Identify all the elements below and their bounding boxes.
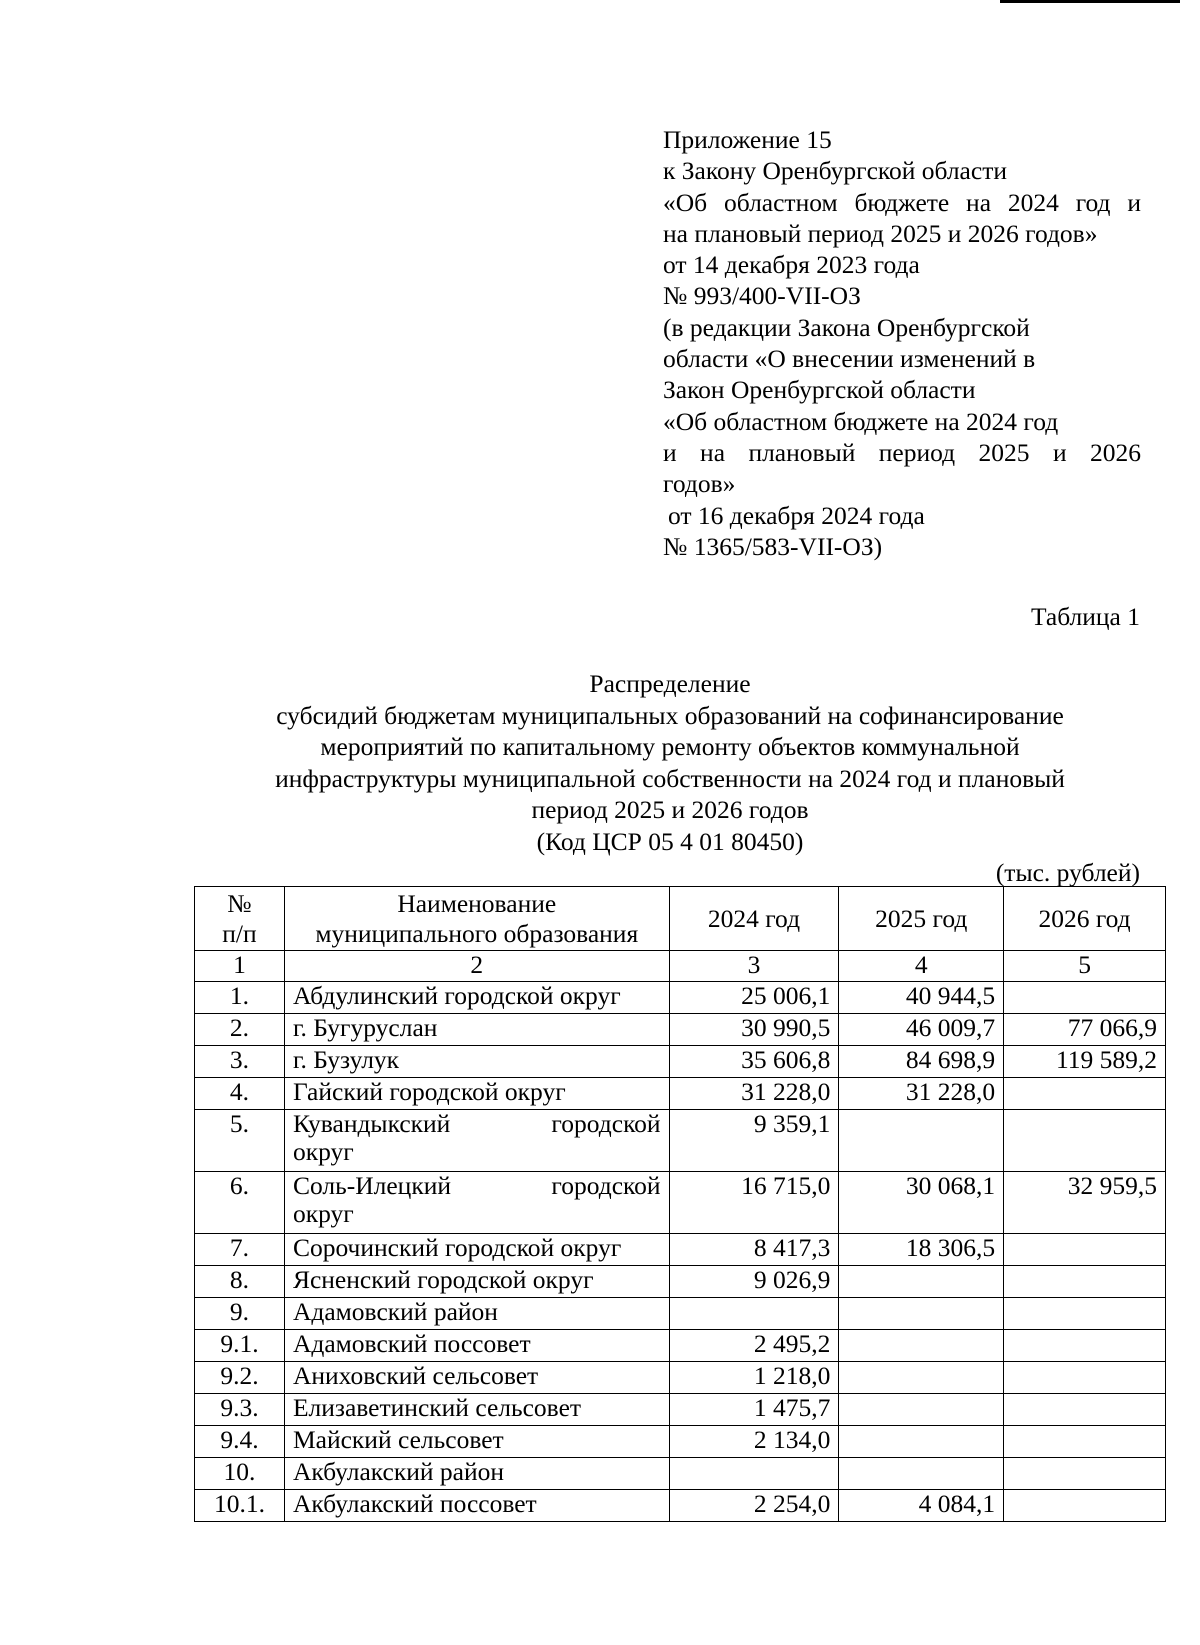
row-2024: 1 218,0 (669, 1362, 839, 1394)
table-row (195, 1458, 1166, 1490)
header-name-line1: Наименование (397, 888, 557, 918)
row-num: 9.2. (195, 1362, 285, 1394)
row-2024: 8 417,3 (669, 1234, 839, 1266)
appendix-line: «Об областном бюджете на 2024 год и (663, 187, 1141, 217)
row-2026 (1004, 1330, 1166, 1362)
appendix-line: (в редакции Закона Оренбургской (663, 312, 1030, 342)
header-2025: 2025 год (839, 887, 1004, 951)
row-2024: 30 990,5 (669, 1014, 839, 1046)
row-2025 (839, 1330, 1004, 1362)
header-num-line1: № (227, 888, 252, 918)
row-num: 4. (195, 1078, 285, 1110)
row-name-line2: округ (292, 1137, 354, 1166)
appendix-line: от 16 декабря 2024 года (668, 500, 925, 530)
appendix-line: области «О внесении изменений в (663, 344, 1036, 374)
appendix-line: годов» (663, 469, 736, 499)
row-2024: 9 026,9 (669, 1266, 839, 1298)
row-2026 (1004, 1298, 1166, 1330)
row-2026: 119 589,2 (1004, 1046, 1166, 1078)
table-row (195, 1362, 1166, 1394)
table-row (195, 1234, 1166, 1266)
row-2026 (1004, 1110, 1166, 1172)
row-2025 (839, 1298, 1004, 1330)
header-name-line2: муниципального образования (315, 918, 639, 948)
row-2026 (1004, 1362, 1166, 1394)
row-2024: 31 228,0 (669, 1078, 839, 1110)
row-num: 1. (195, 982, 285, 1014)
row-name: Аниховский сельсовет (284, 1362, 669, 1394)
row-2024: 9 359,1 (669, 1110, 839, 1172)
subsidy-table (194, 886, 1166, 1522)
row-name: Сорочинский городской округ (284, 1234, 669, 1266)
row-num: 9.3. (195, 1394, 285, 1426)
row-name-line1: Кувандыкский городской (292, 1109, 661, 1138)
row-name: Абдулинский городской округ (284, 982, 669, 1014)
title-line: инфраструктуры муниципальной собственности на 2024 год и плановый (275, 763, 1065, 793)
row-name (284, 1110, 669, 1172)
row-2024 (669, 1458, 839, 1490)
title-line: мероприятий по капитальному ремонту объектов коммунальной (320, 732, 1020, 761)
row-name: г. Бугуруслан (284, 1014, 669, 1046)
row-name: Акбулакский район (284, 1458, 669, 1490)
row-2026 (1004, 1078, 1166, 1110)
appendix-line: и на плановый период 2025 и 2026 (663, 437, 1141, 467)
table-row (195, 1298, 1166, 1330)
appendix-line: № 993/400-VII-ОЗ (663, 281, 861, 311)
row-2024: 16 715,0 (669, 1172, 839, 1234)
title-line: (Код ЦСР 05 4 01 80450) (536, 826, 804, 856)
title-line: период 2025 и 2026 годов (531, 795, 809, 824)
row-2026 (1004, 1458, 1166, 1490)
row-num: 8. (195, 1266, 285, 1298)
appendix-line: № 1365/583-VII-ОЗ) (663, 531, 883, 561)
row-2026 (1004, 1490, 1166, 1522)
row-name: Адамовский поссовет (284, 1330, 669, 1362)
row-name: Елизаветинский сельсовет (284, 1394, 669, 1426)
table-row (195, 982, 1166, 1014)
row-2026 (1004, 1266, 1166, 1298)
row-num: 2. (195, 1014, 285, 1046)
units-label: (тыс. рублей) (995, 858, 1140, 887)
appendix-line: Приложение 15 (663, 125, 832, 154)
table-row (195, 1014, 1166, 1046)
row-2025 (839, 1110, 1004, 1172)
row-2026: 77 066,9 (1004, 1014, 1166, 1046)
row-2025 (839, 1266, 1004, 1298)
table-header-row (195, 887, 1166, 951)
table-row (195, 1172, 1166, 1234)
table-row (195, 1078, 1166, 1110)
table-label: Таблица 1 (1030, 602, 1140, 631)
title-line: субсидий бюджетам муниципальных образований на софинансирование (276, 700, 1064, 730)
row-2024: 35 606,8 (669, 1046, 839, 1078)
row-2025 (839, 1426, 1004, 1458)
row-num: 5. (195, 1110, 285, 1172)
row-num: 10.1. (195, 1490, 285, 1522)
row-name-line1: Соль-Илецкий городской (292, 1171, 661, 1200)
appendix-line: от 14 декабря 2023 года (663, 250, 920, 280)
row-2024: 2 134,0 (669, 1426, 839, 1458)
row-2025: 18 306,5 (839, 1234, 1004, 1266)
row-name-line2: округ (292, 1199, 354, 1228)
row-2025: 4 084,1 (839, 1490, 1004, 1522)
appendix-header (663, 124, 1141, 562)
appendix-line: к Закону Оренбургской области (663, 156, 1007, 186)
table-row (195, 1394, 1166, 1426)
column-number: 2 (284, 951, 669, 982)
column-number: 1 (195, 951, 285, 982)
table-row (195, 1490, 1166, 1522)
row-num: 3. (195, 1046, 285, 1078)
column-number: 4 (839, 951, 1004, 982)
row-2025 (839, 1362, 1004, 1394)
row-2025: 46 009,7 (839, 1014, 1004, 1046)
row-2026 (1004, 1426, 1166, 1458)
row-2025: 31 228,0 (839, 1078, 1004, 1110)
row-num: 7. (195, 1234, 285, 1266)
row-name: Адамовский район (284, 1298, 669, 1330)
header-2026: 2026 год (1004, 887, 1166, 951)
row-2025 (839, 1394, 1004, 1426)
column-number: 5 (1004, 951, 1166, 982)
row-name: Майский сельсовет (284, 1426, 669, 1458)
header-num-line2: п/п (222, 918, 257, 948)
table-row (195, 1110, 1166, 1172)
row-num: 9. (195, 1298, 285, 1330)
document-title (210, 668, 1130, 857)
row-2024: 2 495,2 (669, 1330, 839, 1362)
scan-edge-line (1000, 0, 1180, 3)
row-2025: 40 944,5 (839, 982, 1004, 1014)
table-row (195, 1046, 1166, 1078)
header-num (195, 887, 285, 951)
header-name (284, 887, 669, 951)
row-2024 (669, 1298, 839, 1330)
column-number: 3 (669, 951, 839, 982)
row-2025 (839, 1458, 1004, 1490)
row-2025: 30 068,1 (839, 1172, 1004, 1234)
header-2024: 2024 год (669, 887, 839, 951)
row-num: 6. (195, 1172, 285, 1234)
row-2026 (1004, 1394, 1166, 1426)
appendix-line: Закон Оренбургской области (663, 375, 976, 405)
row-2026 (1004, 982, 1166, 1014)
title-line: Распределение (589, 669, 751, 698)
row-2024: 2 254,0 (669, 1490, 839, 1522)
row-num: 9.1. (195, 1330, 285, 1362)
row-2026 (1004, 1234, 1166, 1266)
appendix-line: на плановый период 2025 и 2026 годов» (663, 218, 1098, 248)
row-name: Акбулакский поссовет (284, 1490, 669, 1522)
row-2024: 25 006,1 (669, 982, 839, 1014)
column-number-row (195, 951, 1166, 982)
row-2026: 32 959,5 (1004, 1172, 1166, 1234)
table-row (195, 1266, 1166, 1298)
row-name: Гайский городской округ (284, 1078, 669, 1110)
row-name (284, 1172, 669, 1234)
row-name: г. Бузулук (284, 1046, 669, 1078)
table-row (195, 1426, 1166, 1458)
table-row (195, 1330, 1166, 1362)
row-2025: 84 698,9 (839, 1046, 1004, 1078)
row-name: Ясненский городской округ (284, 1266, 669, 1298)
appendix-line: «Об областном бюджете на 2024 год (663, 406, 1059, 436)
row-num: 10. (195, 1458, 285, 1490)
row-2024: 1 475,7 (669, 1394, 839, 1426)
row-num: 9.4. (195, 1426, 285, 1458)
